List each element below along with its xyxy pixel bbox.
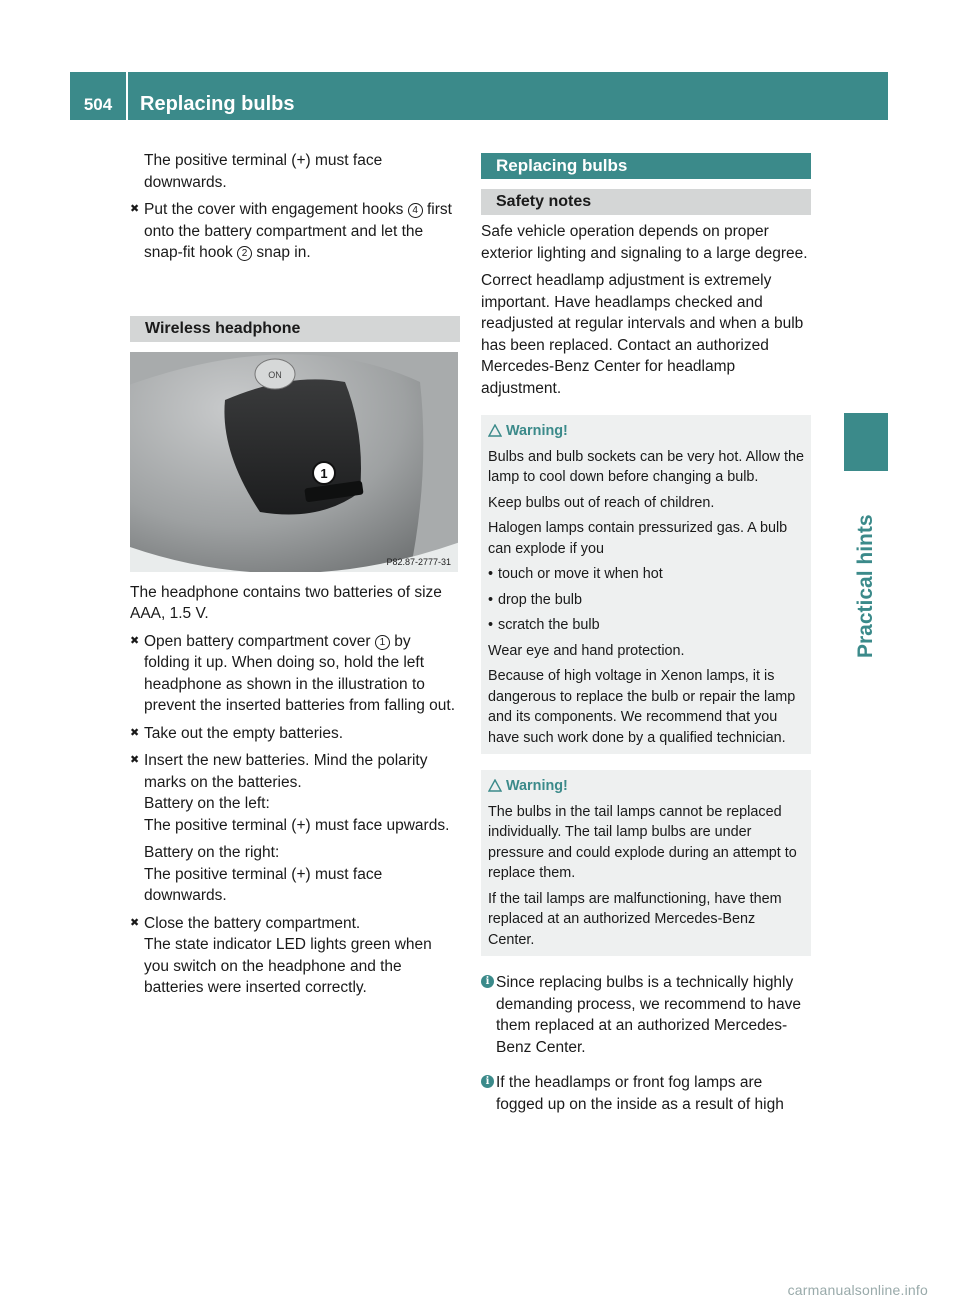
battery-right-text: Battery on the right: The positive terminal (+) must face downwards.: [144, 844, 383, 904]
watermark: carmanualsonline.info: [787, 1282, 928, 1298]
info-icon: i: [481, 1075, 494, 1088]
figure-code: P82.87-2777-31: [386, 556, 451, 567]
info-icon: i: [481, 975, 494, 988]
warning-title: Warning!: [488, 421, 804, 442]
warning1-text: Keep bulbs out of reach of children.: [488, 494, 715, 511]
header-divider: [126, 72, 128, 120]
step-close: ✖ Close the battery compartment. The state indicator LED lights green when you switch on the headphone and the batteries were inserted correctly.: [130, 914, 432, 996]
step-arrow-icon: ✖: [130, 754, 140, 766]
step-arrow-icon: ✖: [130, 916, 140, 929]
warning1-text: Because of high voltage in Xenon lamps, it is dangerous to replace the bulb or repair the lamp and its components. We recommend that you have such work done by a qualified technician.: [488, 668, 796, 746]
step-cover: ✖ Put the cover with engagement hooks 4 first onto the battery compartment and let the snap-fit hook 2 snap in.: [130, 201, 452, 261]
warning1-text: Halogen lamps contain pressurized gas. A bulb can explode if you: [488, 520, 788, 557]
warning-box-1: [481, 415, 811, 754]
warning-box-2: [481, 770, 811, 956]
step-take: ✖ Take out the empty batteries.: [130, 723, 460, 745]
on-button-label: ON: [268, 369, 282, 380]
headphone-figure: [130, 352, 458, 572]
intro-text: The positive terminal (+) must face downwards.: [144, 152, 383, 191]
callout-4: 4: [408, 203, 423, 218]
warning2-text: If the tail lamps are malfunctioning, have them replaced at an authorized Mercedes-Benz Center.: [488, 890, 782, 948]
side-tab-block: [844, 413, 888, 471]
page-title: Replacing bulbs: [140, 93, 295, 115]
right-column: [481, 150, 811, 1115]
section-wireless-headphone: Wireless headphone: [130, 316, 460, 342]
page-number: 504: [83, 95, 113, 114]
list-item: • touch or move it when hot: [488, 566, 663, 582]
warning1-text: Wear eye and hand protection.: [488, 642, 685, 659]
warning1-text: Bulbs and bulb sockets can be very hot. Allow the lamp to cool down before changing a bulb.: [488, 448, 804, 485]
info-note-2: i If the headlamps or front fog lamps are fogged up on the inside as a result of high: [481, 1072, 811, 1115]
callout-1-label: 1: [320, 465, 328, 481]
list-item: • scratch the bulb: [488, 617, 600, 633]
list-item: • drop the bulb: [488, 591, 583, 608]
headphone-illustration: [130, 352, 458, 572]
warning2-text: The bulbs in the tail lamps cannot be replaced individually. The tail lamp bulbs are under pressure and could explode during an attempt to replace them.: [488, 803, 797, 881]
warning-triangle-icon: [488, 779, 502, 792]
step-insert: ✖ Insert the new batteries. Mind the polarity marks on the batteries. Battery on the left: The positive terminal (+) must face upwards.: [130, 752, 450, 834]
step-arrow-icon: ✖: [130, 634, 140, 647]
side-tab-label[interactable]: Practical hints: [854, 514, 877, 658]
info-note-1: i Since replacing bulbs is a technically highly demanding process, we recommend to have them replaced at an authorized Mercedes-Benz Center.: [481, 972, 811, 1058]
warning-triangle-icon: [488, 424, 502, 437]
safety-para-1: Safe vehicle operation depends on proper exterior lighting and signaling to a large degree.: [481, 223, 808, 262]
step-arrow-icon: ✖: [130, 726, 140, 739]
left-column: [130, 150, 460, 1005]
headphone-body: The headphone contains two batteries of size AAA, 1.5 V.: [130, 583, 442, 622]
safety-para-2: Correct headlamp adjustment is extremely important. Have headlamps checked and readjusted at regular intervals and when a bulb has been replaced. Contact an authorized Mercedes-Benz Center for headlamp adjustment.: [481, 272, 804, 397]
step-arrow-icon: ✖: [130, 203, 140, 215]
step-open: ✖ Open battery compartment cover 1 by folding it up. When doing so, hold the left headphone as shown in the illustration to prevent the inserted batteries from falling out.: [130, 632, 456, 714]
callout-1: 1: [375, 635, 390, 650]
section-replacing-bulbs: Replacing bulbs: [481, 153, 811, 179]
warning-title: Warning!: [488, 776, 804, 797]
subsection-safety-notes: Safety notes: [481, 189, 811, 215]
callout-2: 2: [237, 246, 252, 261]
